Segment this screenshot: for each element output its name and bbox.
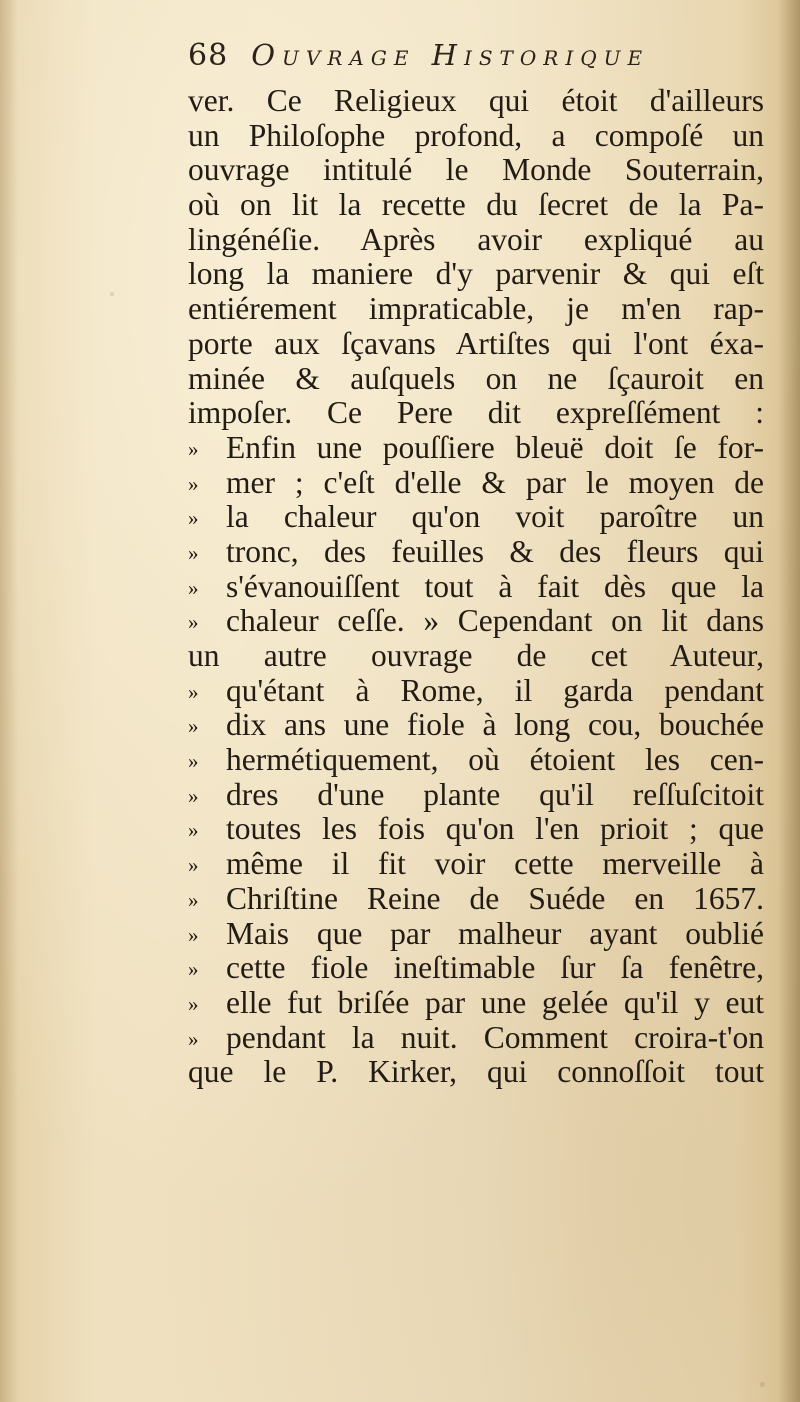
text-line xyxy=(188,431,764,466)
quote-mark: » xyxy=(188,818,199,843)
line-text: un autre ouvrage de cet Auteur, xyxy=(188,638,764,673)
page-number: 68 xyxy=(188,38,229,73)
text-line xyxy=(188,708,764,743)
line-text: Mais que par malheur ayant oublié xyxy=(226,915,764,951)
text-line xyxy=(188,396,764,431)
quote-mark: » xyxy=(188,575,199,600)
quote-mark: » xyxy=(188,749,199,774)
line-text: où on lit la recette du ſecret de la Pa- xyxy=(188,187,764,223)
line-text: la chaleur qu'on voit paroître un xyxy=(226,499,764,535)
body-text xyxy=(188,84,764,1090)
text-line xyxy=(188,500,764,535)
quote-mark: » xyxy=(188,783,199,808)
line-text: porte aux ſçavans Artiſtes qui l'ont éxa- xyxy=(188,325,764,361)
quote-mark: » xyxy=(188,853,199,878)
line-text: ver. Ce Religieux qui étoit d'ailleurs xyxy=(188,83,764,118)
quote-mark: » xyxy=(188,679,199,704)
paper-stain xyxy=(760,1382,765,1387)
text-line xyxy=(188,257,764,292)
text-line xyxy=(188,119,764,154)
line-text: qu'étant à Rome, il garda pendant xyxy=(226,672,764,708)
text-line xyxy=(188,84,764,119)
line-text: un Philoſophe profond, a compoſé un xyxy=(188,117,764,153)
quote-mark: » xyxy=(188,436,199,461)
line-text: dix ans une fiole à long cou, bouchée xyxy=(226,707,764,743)
line-text: dres d'une plante qu'il reſſuſcitoit xyxy=(226,776,764,812)
text-line xyxy=(188,604,764,639)
quote-mark: » xyxy=(188,714,199,739)
text-line xyxy=(188,362,764,397)
text-line xyxy=(188,1055,764,1090)
text-line xyxy=(188,153,764,188)
quote-mark: » xyxy=(188,610,199,635)
line-text: ouvrage intitulé le Monde Souterrain, xyxy=(188,152,764,188)
line-text: que le P. Kirker, qui connoſſoit tout xyxy=(188,1054,764,1090)
quote-mark: » xyxy=(188,1026,199,1051)
line-text: hermétiquement, où étoient les cen- xyxy=(226,742,764,778)
line-text: pendant la nuit. Comment croira-t'on xyxy=(226,1019,764,1055)
line-text: Chriſtine Reine de Suéde en 1657. xyxy=(226,880,764,916)
text-line xyxy=(188,917,764,952)
quote-mark: » xyxy=(188,887,199,912)
text-line xyxy=(188,188,764,223)
line-text: s'évanouiſſent tout à fait dès que la xyxy=(226,568,764,604)
line-text: chaleur ceſſe. » Cependant on lit dans xyxy=(226,603,764,639)
text-line xyxy=(188,778,764,813)
line-text: long la maniere d'y parvenir & qui eſt xyxy=(188,256,764,292)
quote-mark: » xyxy=(188,957,199,982)
line-text: Enfin une pouſſiere bleuë doit ſe for- xyxy=(226,429,764,465)
text-line xyxy=(188,327,764,362)
text-line xyxy=(188,812,764,847)
running-title: Ouvrage Historique xyxy=(251,38,650,72)
line-text: entiérement impraticable, je m'en rap- xyxy=(188,291,764,327)
text-line xyxy=(188,466,764,501)
text-line xyxy=(188,882,764,917)
quote-mark: » xyxy=(188,991,199,1016)
line-text: même il fit voir cette merveille à xyxy=(226,846,764,882)
line-text: cette fiole ineſtimable ſur ſa fenêtre, xyxy=(226,950,764,986)
quote-mark: » xyxy=(188,540,199,565)
paper-stain xyxy=(110,292,114,296)
quote-mark: » xyxy=(188,922,199,947)
text-line xyxy=(188,986,764,1021)
text-line xyxy=(188,639,764,674)
text-line xyxy=(188,535,764,570)
line-text: tronc, des feuilles & des fleurs qui xyxy=(226,533,764,569)
text-line xyxy=(188,743,764,778)
line-text: elle fut briſée par une gelée qu'il y eut xyxy=(226,984,764,1020)
text-line xyxy=(188,1021,764,1056)
quote-mark: » xyxy=(188,471,199,496)
text-line xyxy=(188,951,764,986)
line-text: minée & auſquels on ne ſçauroit en xyxy=(188,360,764,396)
text-line xyxy=(188,847,764,882)
text-line xyxy=(188,570,764,605)
running-head xyxy=(188,38,768,88)
text-line xyxy=(188,292,764,327)
line-text: toutes les fois qu'on l'en prioit ; que xyxy=(226,811,764,847)
quote-mark: » xyxy=(188,506,199,531)
line-text: impoſer. Ce Pere dit expreſſément : xyxy=(188,395,764,431)
line-text: lingénéſie. Après avoir expliqué au xyxy=(188,221,764,257)
text-line xyxy=(188,223,764,258)
text-line xyxy=(188,674,764,709)
line-text: mer ; c'eſt d'elle & par le moyen de xyxy=(226,464,764,500)
